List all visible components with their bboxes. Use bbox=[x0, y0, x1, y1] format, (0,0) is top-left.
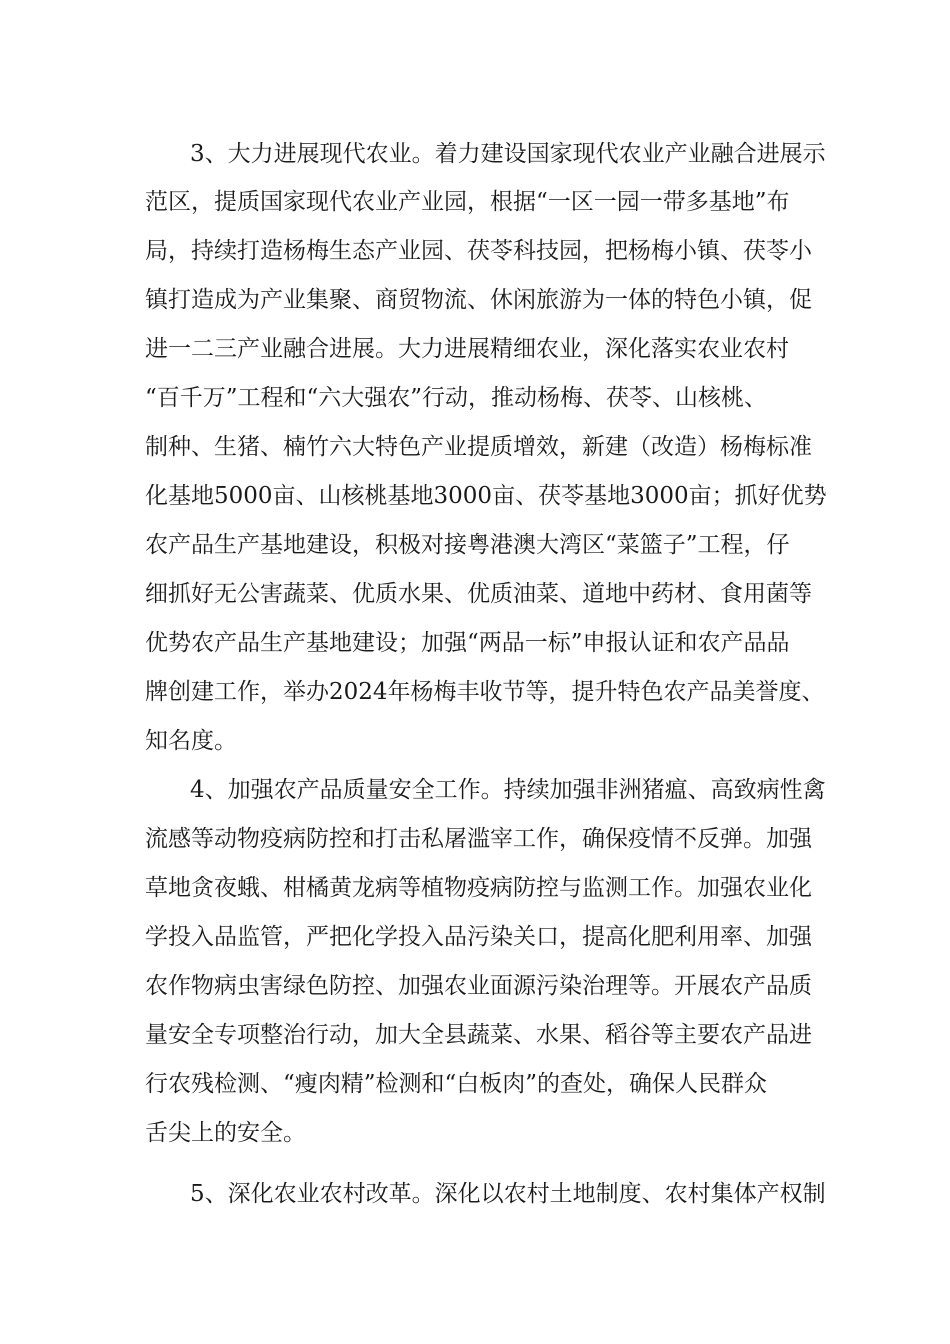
paragraph-4-line-1: 4、加强农产品质量安全工作。持续加强非洲猪瘟、高致病性禽 bbox=[190, 777, 826, 803]
paragraph-4-line-2: 流感等动物疫病防控和打击私屠滥宰工作，确保疫情不反弹。加强 bbox=[145, 826, 812, 852]
paragraph-3-line-5: 进一二三产业融合进展。大力进展精细农业，深化落实农业农村 bbox=[145, 336, 789, 362]
paragraph-3-line-13: 知名度。 bbox=[145, 728, 237, 754]
paragraph-3-line-1: 3、大力进展现代农业。着力建设国家现代农业产业融合进展示 bbox=[190, 141, 826, 167]
paragraph-3-line-9: 农产品生产基地建设，积极对接粤港澳大湾区“菜篮子”工程，仔 bbox=[145, 532, 790, 558]
paragraph-3-line-6: “百千万”工程和“六大强农”行动，推动杨梅、茯苓、山核桃、 bbox=[145, 385, 768, 411]
paragraph-4-line-3: 草地贪夜蛾、柑橘黄龙病等植物疫病防控与监测工作。加强农业化 bbox=[145, 875, 812, 901]
paragraph-5-line-1: 5、深化农业农村改革。深化以农村土地制度、农村集体产权制 bbox=[190, 1181, 826, 1207]
paragraph-3-line-3: 局，持续打造杨梅生态产业园、茯苓科技园，把杨梅小镇、茯苓小 bbox=[145, 238, 812, 264]
paragraph-4-line-7: 行农残检测、“瘦肉精”检测和“白板肉”的查处，确保人民群众 bbox=[145, 1071, 768, 1097]
paragraph-3-line-12: 牌创建工作，举办2024年杨梅丰收节等，提升特色农产品美誉度、 bbox=[145, 679, 825, 705]
paragraph-4-line-4: 学投入品监管，严把化学投入品污染关口，提高化肥利用率、加强 bbox=[145, 924, 812, 950]
paragraph-3-line-2: 范区，提质国家现代农业产业园，根据“一区一园一带多基地”布 bbox=[145, 189, 790, 215]
paragraph-4-line-5: 农作物病虫害绿色防控、加强农业面源污染治理等。开展农产品质 bbox=[145, 973, 812, 999]
paragraph-3-line-11: 优势农产品生产基地建设；加强“两品一标”申报认证和农产品品 bbox=[145, 630, 790, 656]
paragraph-3-line-4: 镇打造成为产业集聚、商贸物流、休闲旅游为一体的特色小镇，促 bbox=[145, 287, 812, 313]
paragraph-3-line-7: 制种、生猪、楠竹六大特色产业提质增效，新建（改造）杨梅标准 bbox=[145, 434, 812, 460]
paragraph-4-line-8: 舌尖上的安全。 bbox=[145, 1120, 306, 1146]
paragraph-3-line-8: 化基地5000亩、山核桃基地3000亩、茯苓基地3000亩；抓好优势 bbox=[145, 483, 827, 509]
paragraph-4-line-6: 量安全专项整治行动，加大全县蔬菜、水果、稻谷等主要农产品进 bbox=[145, 1022, 812, 1048]
paragraph-3-line-10: 细抓好无公害蔬菜、优质水果、优质油菜、道地中药材、食用菌等 bbox=[145, 581, 812, 607]
